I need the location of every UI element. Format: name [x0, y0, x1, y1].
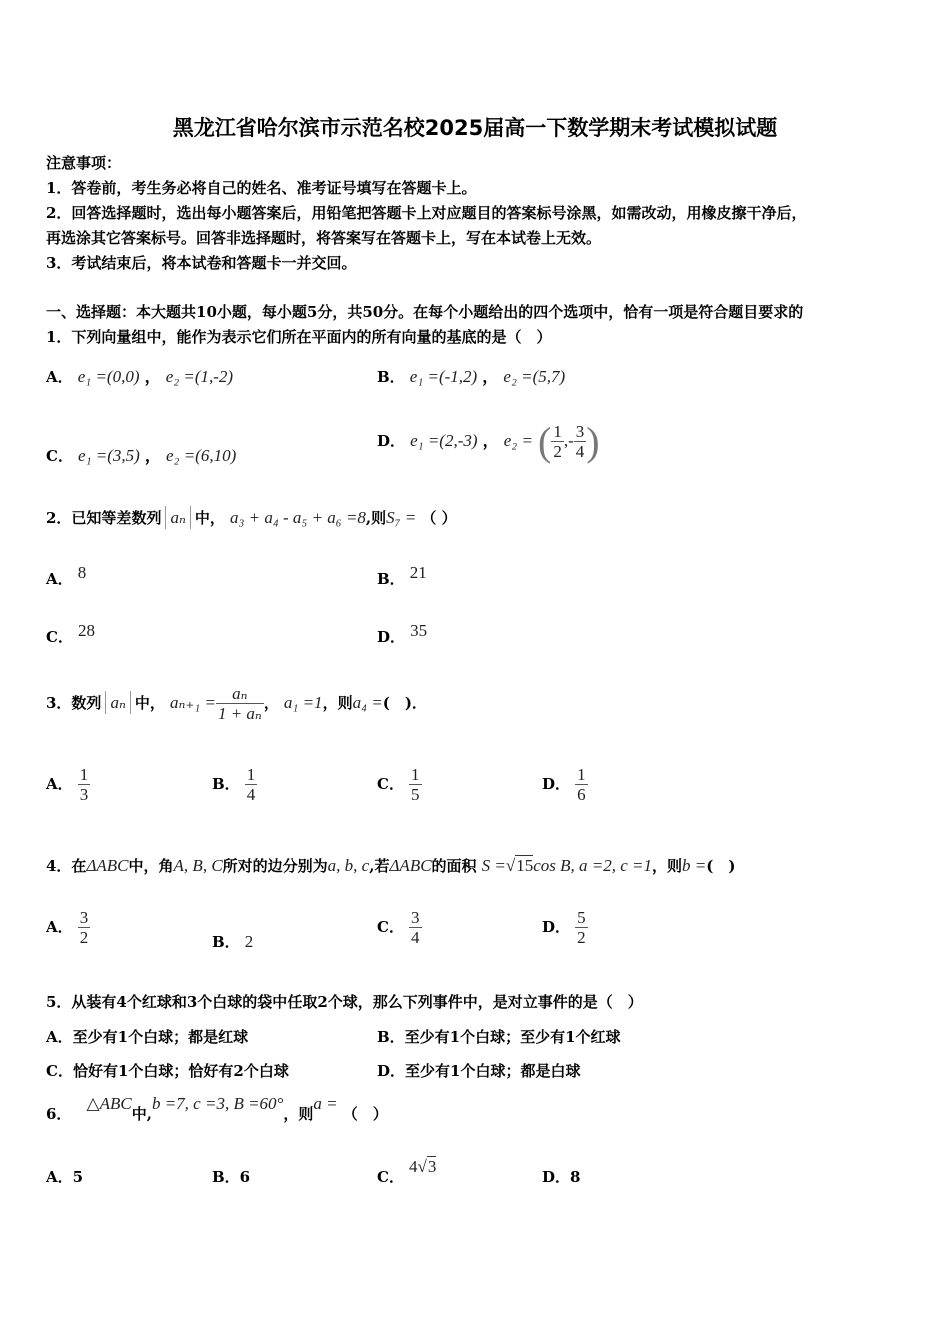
- q1-stem: 1．下列向量组中，能作为表示它们所在平面内的所有向量的基底的是（ ）: [46, 328, 552, 346]
- q2-then: ,则: [365, 509, 387, 527]
- comma: ，: [482, 367, 499, 386]
- fraction: $\frac{1}{6}$: [577, 765, 586, 804]
- triangle: ΔABC: [389, 856, 432, 875]
- option-label: C．: [46, 447, 73, 465]
- q3-end: ( )．: [382, 694, 427, 712]
- q6-conditions: b =7, c =3, B =60°: [151, 1094, 284, 1113]
- s7: S₇ =: [386, 508, 417, 527]
- option-label: C．: [46, 628, 73, 646]
- a-var: a =: [313, 1094, 338, 1113]
- q4-prefix: 4．在: [46, 857, 87, 875]
- fraction: $\frac{3}{2}$: [79, 908, 89, 947]
- fraction: $\frac{1}{5}$: [411, 765, 420, 804]
- area-lhs: S =: [481, 856, 506, 875]
- vector-e2: e₂ =(1,‑2): [165, 367, 234, 386]
- q6-option-d: D．8: [542, 1168, 581, 1186]
- option-label: C．: [377, 918, 404, 936]
- triangle: ΔABC: [86, 856, 129, 875]
- b-var: b =: [682, 856, 707, 875]
- fraction: $\frac{1}{3}$: [79, 765, 89, 804]
- option-value: 8: [77, 563, 87, 582]
- option-label: B．: [377, 570, 405, 588]
- q6-option-b: B．6: [212, 1168, 251, 1186]
- q3-option-a: [46, 765, 90, 804]
- option-label: B．: [212, 933, 240, 951]
- section-heading: 一、选择题：本大题共10小题，每小题5分，共50分。在每个小题给出的四个选项中，恰有一项是符合题目要求的: [46, 303, 804, 321]
- comma: ，: [263, 694, 279, 712]
- option-label: C．: [377, 1168, 404, 1186]
- q5-option-c: C．恰好有1个白球；恰好有2个白球: [46, 1062, 289, 1080]
- option-label: B．: [377, 368, 405, 386]
- option-label: D．: [377, 628, 406, 646]
- comma: ，: [144, 367, 161, 386]
- vector-e1: e₁ =(2,‑3): [410, 431, 478, 450]
- coefficient: 4: [409, 1157, 418, 1176]
- q3-option-b: [212, 765, 257, 804]
- q6-end: （ ）: [342, 1105, 388, 1123]
- vector-e2: e₂ =(6,10): [166, 446, 237, 465]
- option-label: A．: [46, 368, 73, 386]
- comma: ，: [144, 446, 161, 465]
- q4-stem: 4．在ΔABC中，角A, B, C所对的边分别为a, b, c,若ΔABC的面积 S =√15cos B, a =2, c =1，则b =( ): [46, 856, 736, 875]
- q6-option-c: C． 4√3: [377, 1157, 437, 1186]
- q3-stem: [46, 684, 427, 723]
- q2-prefix: 2．已知等差数列: [46, 509, 162, 527]
- option-value: 21: [409, 563, 427, 582]
- q4-mid4: 的面积: [431, 857, 477, 875]
- q5-option-a: A．至少有1个白球；都是红球: [46, 1028, 249, 1046]
- option-value: 2: [244, 932, 254, 951]
- note-1: 1．答卷前，考生务必将自己的姓名、准考证号填写在答题卡上。: [46, 179, 477, 197]
- option-label: A．: [46, 775, 73, 793]
- option-label: A．: [46, 918, 73, 936]
- notes-heading: 注意事项：: [46, 154, 122, 172]
- vector-e2: e₂ =(5,7): [503, 367, 566, 386]
- fraction: $\frac{3}{4}$: [575, 422, 585, 461]
- q3-option-c: [377, 765, 422, 804]
- q4-option-c: [377, 908, 422, 947]
- q4-mid1: 中，角: [128, 857, 174, 875]
- triangle: △ABC: [86, 1094, 132, 1113]
- q2-mid: 中，: [194, 509, 225, 527]
- fraction: $\frac{1}{2}$: [553, 422, 562, 461]
- option-label: D．: [377, 432, 406, 450]
- angles: A, B, C: [173, 856, 223, 875]
- separator: ,‑: [563, 431, 574, 450]
- fraction: $\frac{1}{4}$: [246, 765, 256, 804]
- sqrt-radicand: 3: [427, 1157, 437, 1176]
- sides: a, b, c: [327, 856, 370, 875]
- q4-option-b: [212, 931, 253, 952]
- q2-option-a: [46, 563, 86, 589]
- q4-option-d: [542, 908, 588, 947]
- sequence: aₙ: [165, 506, 190, 529]
- q1-option-b: [377, 364, 565, 387]
- q2-stem: [46, 507, 457, 528]
- q6-then: ，则: [283, 1105, 314, 1123]
- q1-option-d: [377, 418, 600, 465]
- option-label: D．: [542, 918, 571, 936]
- q6-option-a: A．5: [46, 1168, 84, 1186]
- option-label: B．: [212, 775, 240, 793]
- option-value: 28: [78, 621, 96, 640]
- q5-option-b: B．至少有1个白球；至少有1个红球: [377, 1028, 621, 1046]
- sqrt-radicand: 15: [516, 856, 534, 875]
- vector-e1: e₁ =(‑1,2): [409, 367, 478, 386]
- note-2a: 2．回答选择题时，选出每小题答案后，用铅笔把答题卡上对应题目的答案标号涂黑，如需改动，用橡皮擦干净后，: [46, 204, 807, 222]
- right-paren: ): [586, 419, 600, 464]
- q1-option-c: [46, 443, 236, 466]
- q2-option-b: [377, 563, 427, 589]
- recurrence-fraction: $\frac{\text{aₙ}}{\text{1 + aₙ}}$: [217, 684, 262, 723]
- note-3: 3．考试结束后，将本试卷和答题卡一并交回。: [46, 254, 357, 272]
- q3-prefix: 3．数列: [46, 694, 102, 712]
- q2-end: （ ）: [421, 509, 457, 527]
- option-label: D．: [542, 775, 571, 793]
- fraction: $\frac{3}{4}$: [411, 908, 420, 947]
- q4-then: ，则: [652, 857, 683, 875]
- q2-expression: a₃ + a₄ ‑ a₅ + a₆ =8: [229, 508, 366, 527]
- vector-e2: e₂ =: [503, 431, 533, 450]
- q4-mid3: ,若: [369, 857, 390, 875]
- option-value: 35: [410, 621, 428, 640]
- q4-end: ( ): [706, 857, 736, 875]
- option-label: A．: [46, 570, 73, 588]
- left-paren: (: [538, 419, 552, 464]
- option-label: C．: [377, 775, 404, 793]
- q6-stem: [46, 1094, 388, 1124]
- q3-mid: 中，: [134, 694, 165, 712]
- sequence: aₙ: [105, 691, 130, 714]
- page-title: 黑龙江省哈尔滨市示范名校2025届高一下数学期末考试模拟试题: [172, 116, 778, 140]
- q2-option-c: [46, 621, 95, 647]
- q6-prefix: 6．: [46, 1105, 72, 1123]
- vector-e1: e₁ =(3,5): [78, 446, 140, 465]
- q3-option-d: [542, 765, 588, 804]
- fraction: $\frac{5}{2}$: [577, 908, 586, 947]
- vector-e1: e₁ =(0,0): [77, 367, 140, 386]
- q5-option-d: D．至少有1个白球；都是白球: [377, 1062, 581, 1080]
- q5-stem: 5．从装有4个红球和3个白球的袋中任取2个球，那么下列事件中，是对立事件的是（ ）: [46, 993, 643, 1011]
- note-2b: 再选涂其它答案标号。回答非选择题时，将答案写在答题卡上，写在本试卷上无效。: [46, 229, 602, 247]
- area-rhs: cos B, a =2, c =1: [533, 856, 653, 875]
- q2-option-d: [377, 621, 427, 647]
- q4-mid2: 所对的边分别为: [222, 857, 328, 875]
- initial-term: a₁ =1: [283, 693, 323, 712]
- q3-then: ，则: [322, 694, 353, 712]
- recurrence-lhs: aₙ₊₁ =: [169, 693, 216, 712]
- q6-mid: 中,: [131, 1105, 152, 1123]
- q1-option-a: [46, 364, 233, 387]
- q4-option-a: [46, 908, 90, 947]
- a4: a₄ =: [352, 693, 383, 712]
- comma: ，: [482, 431, 499, 450]
